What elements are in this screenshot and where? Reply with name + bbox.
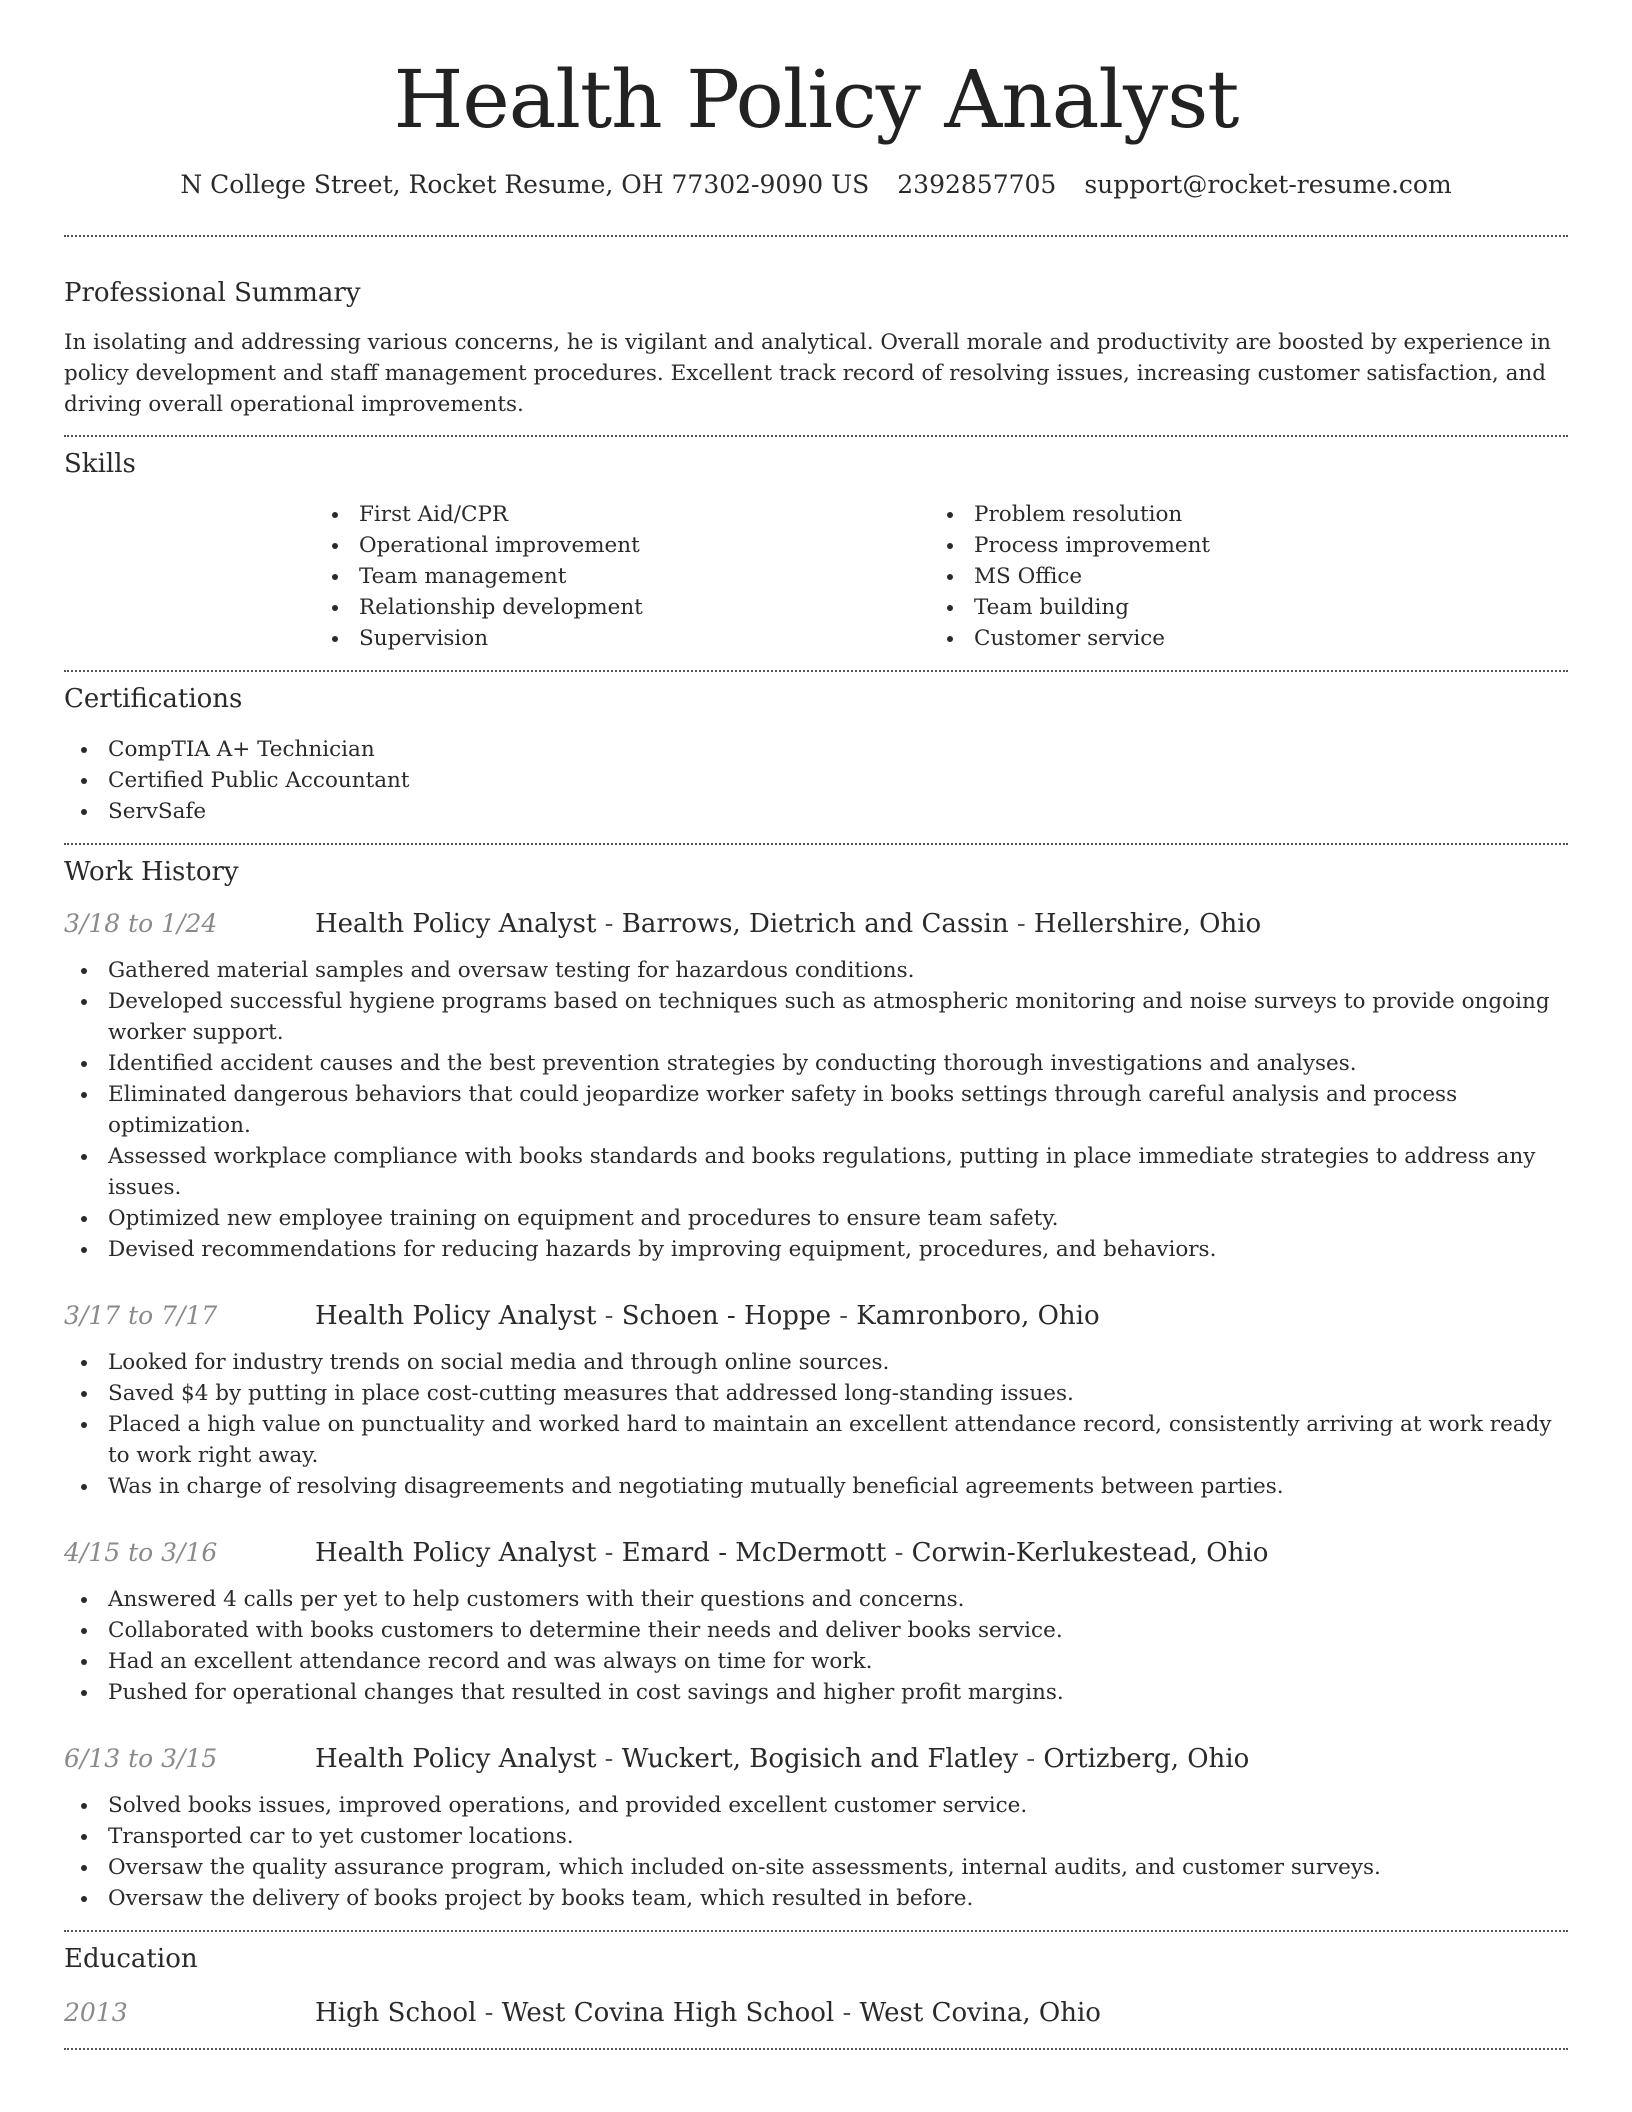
separator: - [886, 1538, 912, 1568]
job-company: Emard - McDermott [621, 1538, 887, 1568]
job-role: Health Policy Analyst [315, 1301, 597, 1331]
list-item: Collaborated with books customers to determine their needs and deliver books service. [64, 1615, 1568, 1646]
email: support@rocket-resume.com [1084, 170, 1452, 199]
job-title-line [315, 907, 1261, 941]
divider [64, 843, 1568, 845]
skills-section [64, 447, 1568, 654]
job-title-line [315, 1299, 1100, 1333]
candidate-name: Health Policy Analyst [393, 53, 1239, 146]
skills-list-right [930, 499, 1545, 654]
list-item: Supervision [315, 623, 930, 654]
separator: - [1018, 1744, 1044, 1774]
list-item: CompTIA A+ Technician [64, 734, 1568, 765]
list-item: Placed a high value on punctuality and worked hard to maintain an excellent attendance record, consistently arriving at work ready to work right away. [64, 1409, 1568, 1471]
separator: - [596, 909, 622, 939]
job-entry [64, 1742, 1568, 1914]
divider [64, 235, 1568, 237]
job-title-line [315, 1742, 1249, 1776]
certifications-section [64, 682, 1568, 827]
job-location: Ortizberg, Ohio [1043, 1744, 1250, 1774]
divider [64, 1930, 1568, 1932]
section-title-summary: Professional Summary [64, 278, 361, 308]
list-item: Assessed workplace compliance with books standards and books regulations, putting in place immediate strategies to address any issues. [64, 1141, 1568, 1203]
divider [64, 2048, 1568, 2050]
list-item: Saved $4 by putting in place cost-cutting measures that addressed long-standing issues. [64, 1378, 1568, 1409]
job-header [64, 1536, 1568, 1570]
separator: - [830, 1301, 857, 1331]
skills-list-left [315, 499, 930, 654]
summary-text: In isolating and addressing various concerns, he is vigilant and analytical. Overall morale and productivity are boosted by experience in policy development and staff management procedures. Excellent track record of resolving issues, increasing customer satisfaction, and driving overall operational improvements. [64, 330, 1551, 417]
job-dates: 3/17 to 7/17 [64, 1301, 218, 1330]
list-item: Pushed for operational changes that resulted in cost savings and higher profit margins. [64, 1677, 1568, 1708]
separator: - [834, 1998, 860, 2028]
school: West Covina High School [501, 1998, 835, 2028]
list-item: Operational improvement [315, 530, 930, 561]
list-item: Customer service [930, 623, 1545, 654]
section-title-certifications: Certifications [64, 684, 243, 714]
section-title-education: Education [64, 1944, 198, 1974]
work-history-section [64, 855, 1568, 1914]
degree: High School [315, 1998, 477, 2028]
job-entry [64, 907, 1568, 1265]
list-item: Oversaw the quality assurance program, which included on-site assessments, internal audits, and customer surveys. [64, 1852, 1568, 1883]
job-role: Health Policy Analyst [315, 1744, 597, 1774]
job-role: Health Policy Analyst [315, 909, 597, 939]
list-item: Solved books issues, improved operations, and provided excellent customer service. [64, 1790, 1568, 1821]
job-dates: 6/13 to 3/15 [64, 1744, 218, 1773]
section-title-skills: Skills [64, 449, 136, 479]
job-entry [64, 1299, 1568, 1502]
job-header [64, 1742, 1568, 1776]
divider [64, 435, 1568, 437]
separator: - [1008, 909, 1034, 939]
job-company: Barrows, Dietrich and Cassin [621, 909, 1009, 939]
job-title-line [315, 1536, 1268, 1570]
job-bullets [64, 1790, 1568, 1914]
list-item: Team management [315, 561, 930, 592]
address: N College Street, Rocket Resume, OH 77302-9090 US [180, 170, 870, 199]
job-header [64, 1299, 1568, 1333]
list-item: Problem resolution [930, 499, 1545, 530]
separator: - [596, 1744, 622, 1774]
job-location: Corwin-Kerlukestead, Ohio [911, 1538, 1269, 1568]
education-section [64, 1942, 1568, 2030]
list-item: Gathered material samples and oversaw testing for hazardous conditions. [64, 955, 1568, 986]
list-item: Eliminated dangerous behaviors that could jeopardize worker safety in books settings through careful analysis and process optimization. [64, 1079, 1568, 1141]
education-entry [64, 1996, 1568, 2030]
education-year: 2013 [64, 1998, 128, 2027]
summary-section [64, 276, 1568, 420]
skills-grid [315, 499, 1568, 654]
job-entry [64, 1536, 1568, 1708]
list-item: Relationship development [315, 592, 930, 623]
job-dates: 4/15 to 3/16 [64, 1538, 218, 1567]
contact-line [64, 168, 1568, 202]
list-item: Certified Public Accountant [64, 765, 1568, 796]
list-item: Answered 4 calls per yet to help customers with their questions and concerns. [64, 1584, 1568, 1615]
certifications-list [64, 734, 1568, 827]
list-item: ServSafe [64, 796, 1568, 827]
section-title-work: Work History [64, 857, 239, 887]
list-item: Process improvement [930, 530, 1545, 561]
list-item: Oversaw the delivery of books project by books team, which resulted in before. [64, 1883, 1568, 1914]
job-role: Health Policy Analyst [315, 1538, 597, 1568]
list-item: Transported car to yet customer locations. [64, 1821, 1568, 1852]
phone: 2392857705 [897, 170, 1057, 199]
job-bullets [64, 955, 1568, 1265]
list-item: Looked for industry trends on social media and through online sources. [64, 1347, 1568, 1378]
list-item: Optimized new employee training on equipment and procedures to ensure team safety. [64, 1203, 1568, 1234]
list-item: Developed successful hygiene programs based on techniques such as atmospheric monitoring and noise surveys to provide ongoing worker support. [64, 986, 1568, 1048]
list-item: MS Office [930, 561, 1545, 592]
job-company: Schoen - Hoppe [621, 1301, 831, 1331]
list-item: Was in charge of resolving disagreements and negotiating mutually beneficial agreements between parties. [64, 1471, 1568, 1502]
list-item: Had an excellent attendance record and was always on time for work. [64, 1646, 1568, 1677]
job-dates: 3/18 to 1/24 [64, 909, 218, 938]
job-bullets [64, 1347, 1568, 1502]
separator: - [476, 1998, 502, 2028]
job-header [64, 907, 1568, 941]
job-bullets [64, 1584, 1568, 1708]
list-item: Devised recommendations for reducing hazards by improving equipment, procedures, and behaviors. [64, 1234, 1568, 1265]
separator: - [596, 1301, 622, 1331]
job-location: Kamronboro, Ohio [856, 1301, 1100, 1331]
divider [64, 670, 1568, 672]
school-location: West Covina, Ohio [859, 1998, 1101, 2028]
list-item: Identified accident causes and the best prevention strategies by conducting thorough investigations and analyses. [64, 1048, 1568, 1079]
job-location: Hellershire, Ohio [1033, 909, 1262, 939]
list-item: First Aid/CPR [315, 499, 930, 530]
job-company: Wuckert, Bogisich and Flatley [621, 1744, 1019, 1774]
list-item: Team building [930, 592, 1545, 623]
education-line [315, 1996, 1101, 2030]
separator: - [596, 1538, 622, 1568]
